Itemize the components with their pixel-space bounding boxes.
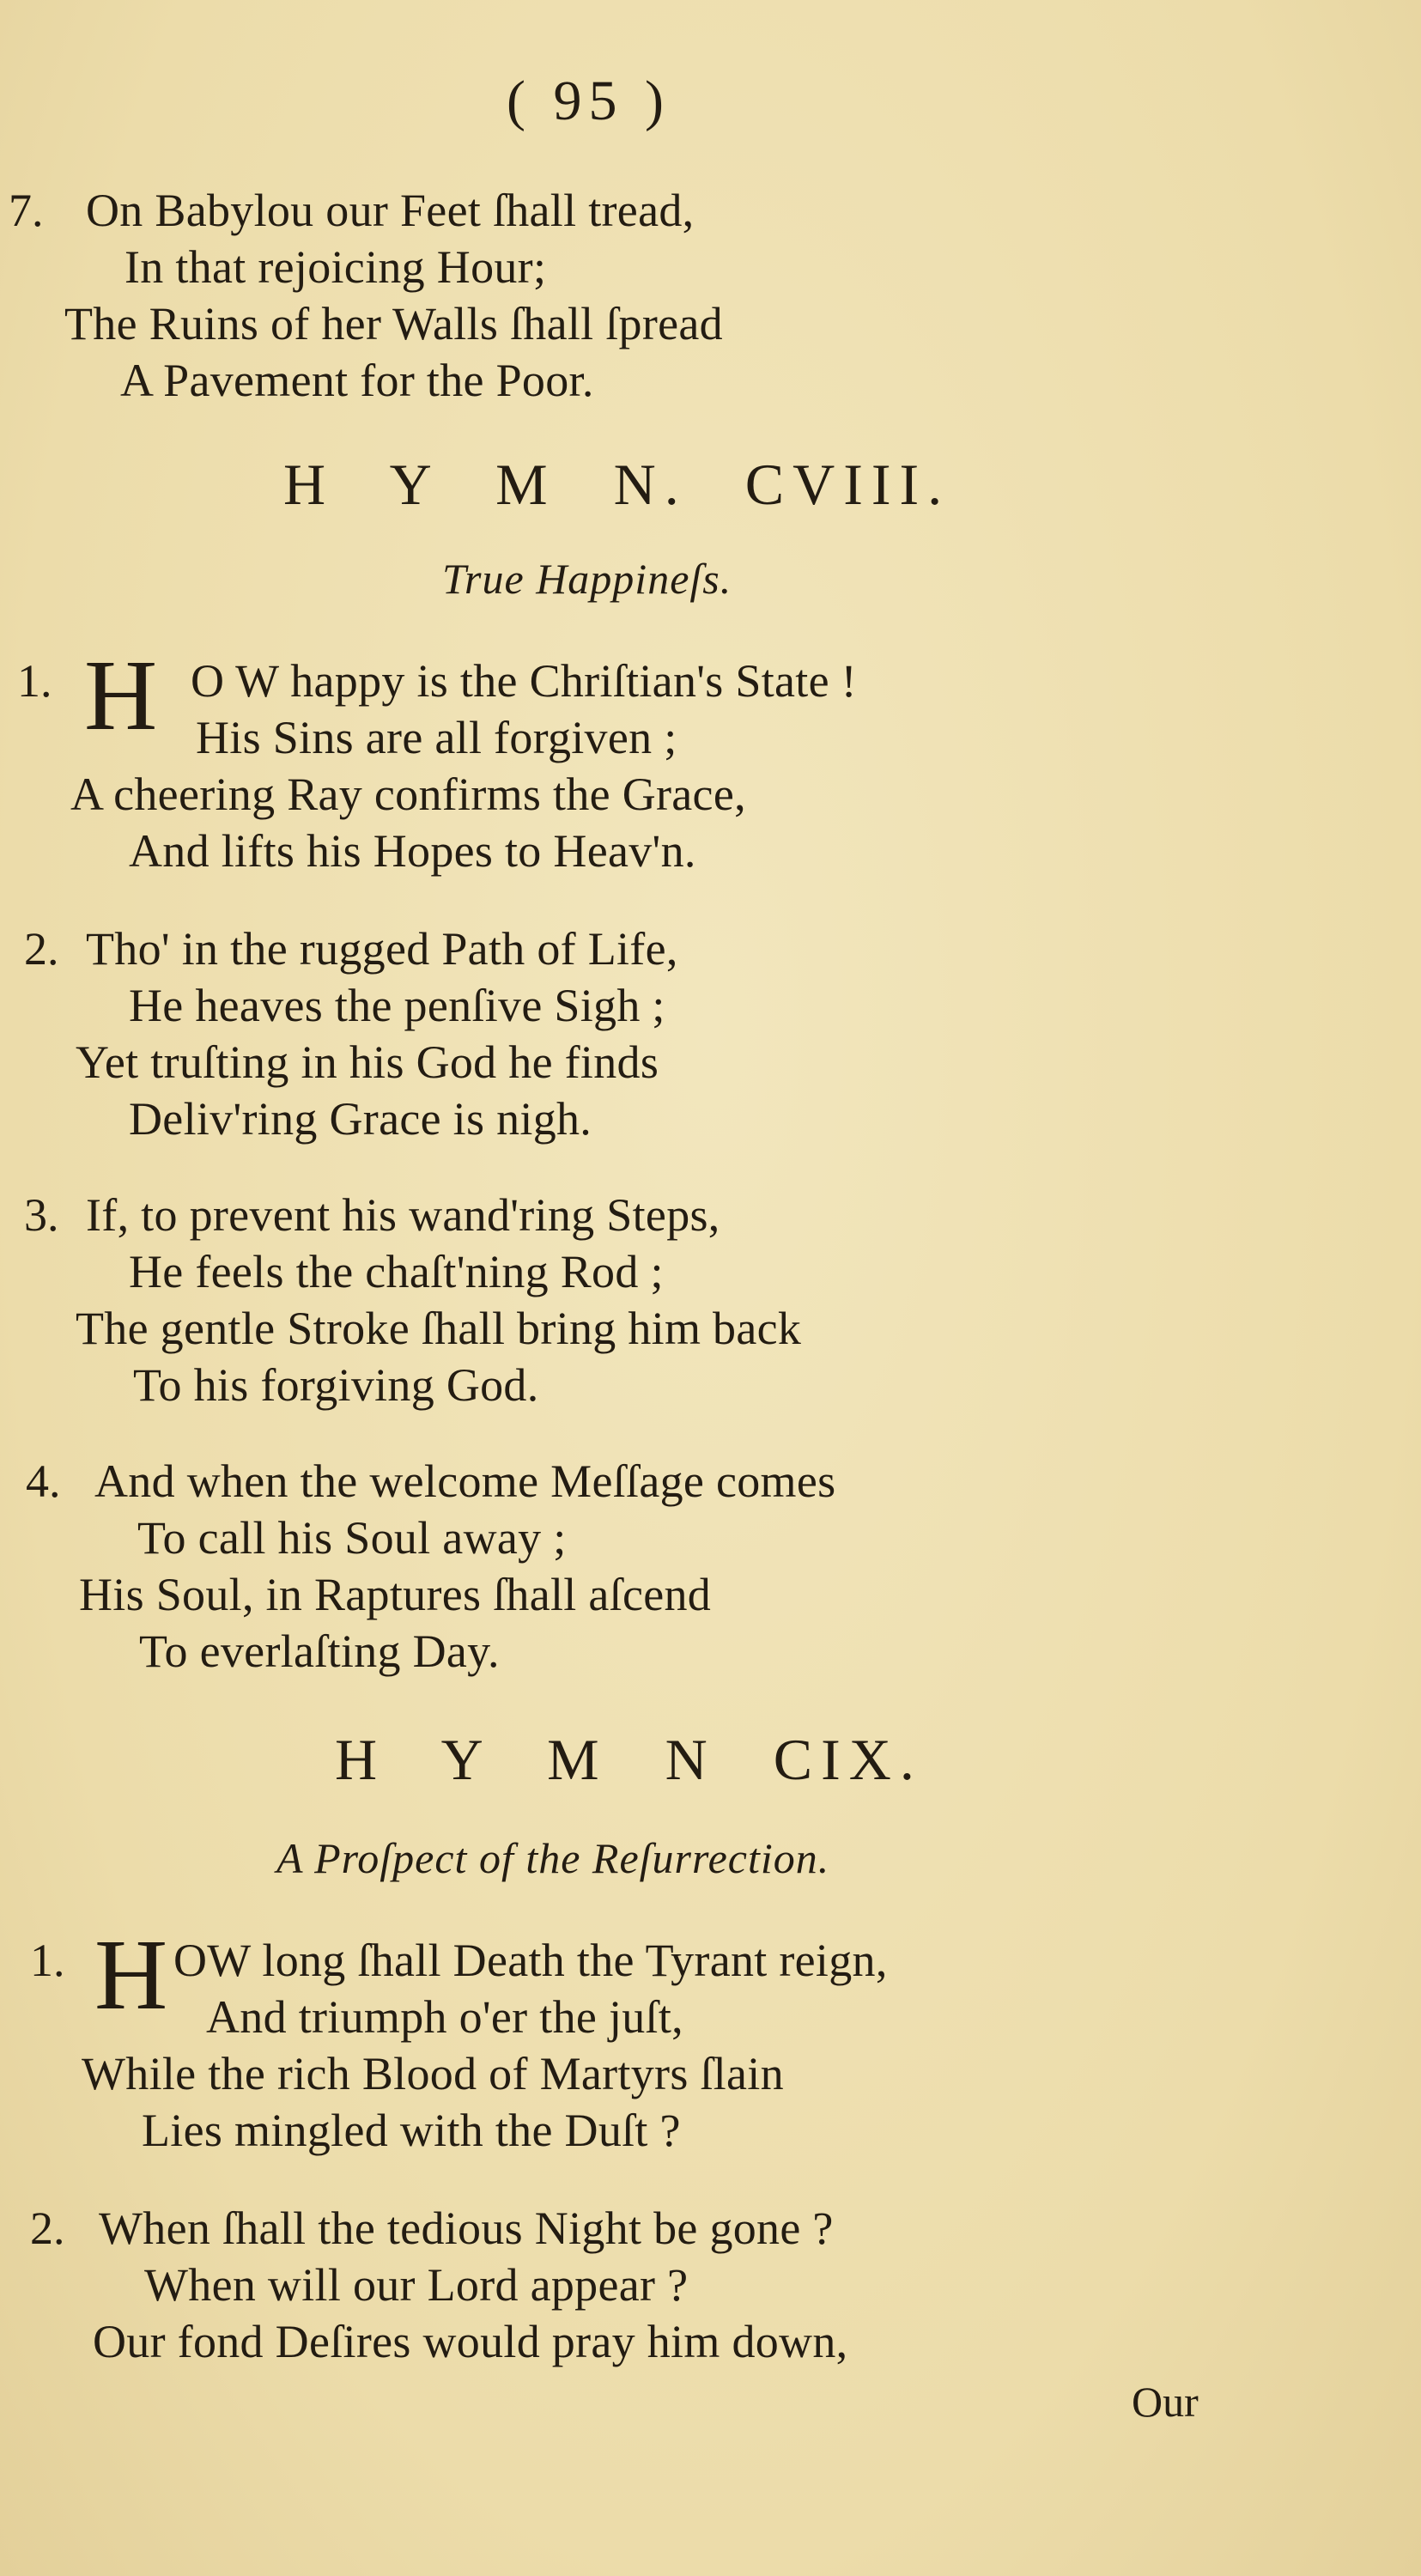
hymn-subtitle: A Proſpect of the Reſurrection. [276, 1834, 830, 1882]
verse-line: Deliv'ring Grace is nigh. [129, 1093, 592, 1145]
catchword: Our [1132, 2378, 1199, 2426]
verse-line: And triumph o'er the juſt, [206, 1991, 683, 2043]
verse-line: He heaves the penſive Sigh ; [129, 980, 665, 1031]
verse-line: A cheering Ray confirms the Grace, [70, 769, 746, 820]
verse-line: Lies mingled with the Duſt ? [142, 2105, 681, 2156]
verse-line: When ſhall the tedious Night be gone ? [99, 2202, 834, 2254]
verse-number: 1. [17, 655, 52, 707]
hymn-title: H Y M N CIX. [335, 1727, 923, 1792]
drop-cap: H [84, 639, 158, 751]
verse-number: 3. [24, 1189, 59, 1241]
hymn-subtitle: True Happineſs. [442, 555, 732, 603]
drop-cap: H [94, 1918, 168, 2031]
verse-line: His Sins are all forgiven ; [196, 712, 677, 763]
hymn-title: H Y M N. CVIII. [283, 452, 951, 517]
verse-line: The Ruins of her Walls ſhall ſpread [64, 298, 723, 349]
verse-line: His Soul, in Raptures ſhall aſcend [79, 1569, 712, 1620]
verse-line: To call his Soul away ; [137, 1512, 567, 1564]
verse-number: 4. [26, 1455, 61, 1507]
verse-line: And when the welcome Meſſage comes [94, 1455, 836, 1507]
verse-number: 7. [9, 185, 44, 236]
verse-line: He feels the chaſt'ning Rod ; [129, 1246, 664, 1297]
verse-line: In that rejoicing Hour; [124, 241, 547, 293]
verse-line: The gentle Stroke ſhall bring him back [76, 1303, 802, 1354]
verse-line: To his forgiving God. [133, 1359, 539, 1411]
verse-line: To everlaſting Day. [139, 1625, 500, 1677]
verse-line: Tho' in the rugged Path of Life, [86, 923, 678, 975]
verse-number: 2. [24, 923, 59, 975]
verse-line: While the rich Blood of Martyrs ſlain [82, 2048, 784, 2099]
verse-line: OW long ſhall Death the Tyrant reign, [173, 1935, 888, 1986]
verse-number: 1. [30, 1935, 65, 1986]
verse-line: A Pavement for the Poor. [120, 355, 594, 406]
verse-number: 2. [30, 2202, 65, 2254]
verse-line: And lifts his Hopes to Heav'n. [129, 825, 696, 877]
verse-line: Yet truſting in his God he finds [76, 1036, 659, 1088]
page-number: ( 95 ) [507, 70, 671, 132]
verse-line: O W happy is the Chriſtian's State ! [191, 655, 857, 707]
verse-line: When will our Lord appear ? [144, 2259, 689, 2311]
verse-line: On Babylou our Feet ſhall tread, [86, 185, 695, 236]
verse-line: Our fond Deſires would pray him down, [93, 2316, 848, 2367]
verse-line: If, to prevent his wand'ring Steps, [86, 1189, 720, 1241]
